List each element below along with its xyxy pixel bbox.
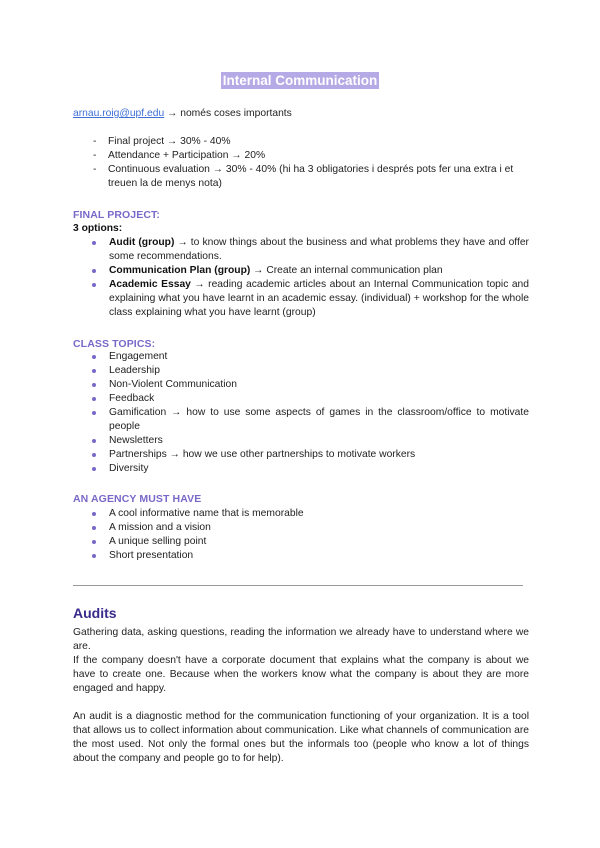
audits-paragraph-3: An audit is a diagnostic method for the communication functioning of your organization. It is a tool that allows us to collect information about communication. Like what channels of communication are the most used. Not only the formal ones but the informals too (people who know a lot of things about the company and people go to for help). — [73, 711, 529, 764]
class-topics-heading: CLASS TOPICS: — [73, 338, 156, 350]
contact-note: → només coses importants — [167, 108, 292, 119]
options-subheading: 3 options: — [73, 223, 123, 234]
audits-paragraph-1: Gathering data, asking questions, reading the information we already have to understand where we are. — [73, 627, 529, 652]
title-wrapper — [0, 72, 600, 90]
topic-item: Non-Violent Communication — [91, 378, 529, 392]
agency-heading: AN AGENCY MUST HAVE — [73, 493, 202, 505]
option-label: Communication Plan (group) → — [109, 265, 264, 276]
topic-item: Engagement — [91, 350, 529, 364]
option-label: Academic Essay → — [109, 279, 205, 290]
agency-item: A unique selling point — [91, 535, 529, 549]
grading-item: - Final project → 30% - 40% — [93, 135, 533, 149]
topic-item: Partnerships → how we use other partnerships to motivate workers — [91, 448, 529, 462]
agency-list — [91, 507, 529, 563]
class-topics-list — [91, 350, 529, 476]
grading-item: - Continuous evaluation → 30% - 40% (hi ha 3 obligatories i després pots fer una extra i et treuen la de menys nota) — [93, 163, 533, 191]
agency-item: Short presentation — [91, 549, 529, 563]
option-academic-essay — [91, 278, 529, 320]
audits-paragraph-2: If the company doesn't have a corporate document that explains what the company is about we have to create one. Because when the workers know what the company is about they are more engaged and happy. — [73, 655, 529, 694]
option-text: reading academic articles about an Internal Communication topic and explaining what you have learnt in an academic essay. (individual) + workshop for the whole class explaining what you have learnt (group) — [109, 279, 529, 318]
option-audit — [91, 236, 529, 264]
page-title: Internal Communication — [222, 73, 378, 88]
final-project-options — [91, 236, 529, 320]
option-text: to know things about the business and what problems they have and offer some recommendations. — [109, 237, 529, 262]
topic-item: Leadership — [91, 364, 529, 378]
agency-item: A mission and a vision — [91, 521, 529, 535]
agency-item: A cool informative name that is memorable — [91, 507, 529, 521]
option-communication-plan — [91, 264, 529, 278]
final-project-heading: FINAL PROJECT: — [73, 209, 160, 221]
option-text: Create an internal communication plan — [263, 265, 443, 276]
option-label: Audit (group) → — [109, 237, 188, 248]
contact-line — [73, 107, 292, 121]
topic-item: Diversity — [91, 462, 529, 476]
topic-item: Gamification → how to use some aspects of games in the classroom/office to motivate people — [91, 406, 529, 434]
grading-item: - Attendance + Participation → 20% — [93, 149, 533, 163]
horizontal-divider — [73, 585, 523, 586]
topic-item: Feedback — [91, 392, 529, 406]
topic-item: Newsletters — [91, 434, 529, 448]
email-link[interactable]: arnau.roig@upf.edu — [73, 108, 165, 119]
audits-heading: Audits — [73, 605, 117, 621]
grading-list — [93, 135, 533, 191]
